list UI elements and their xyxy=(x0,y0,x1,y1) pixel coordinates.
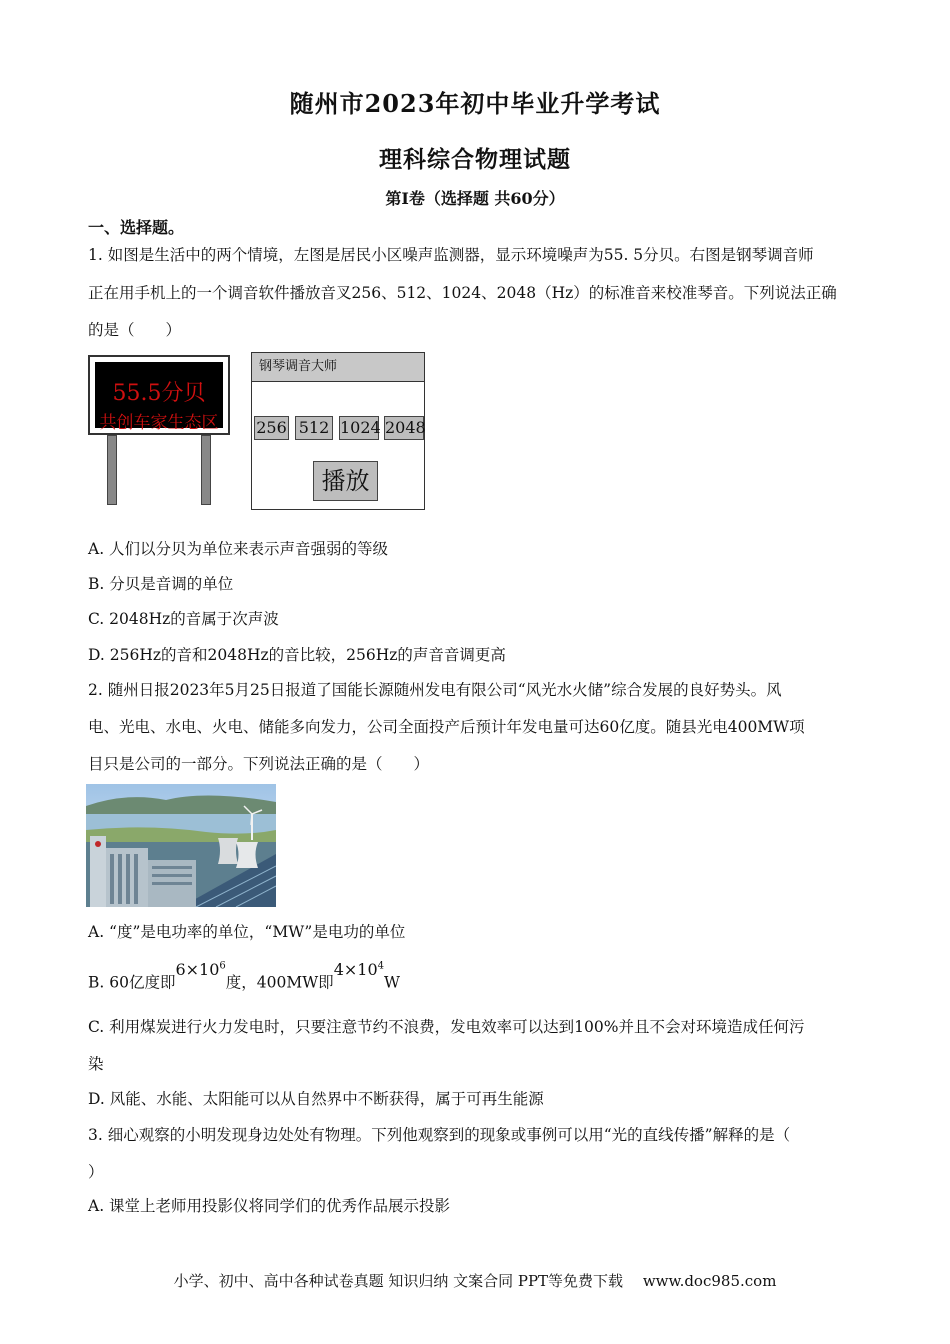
q3-stem-line2: ） xyxy=(88,1163,104,1181)
q2-stem-line2: 电、光电、水电、火电、储能多向发力，公司全面投产后预计年发电量可达60亿度。随县光电400MW项 xyxy=(88,718,805,736)
q2-option-b-middle: 度，400MW即 xyxy=(225,973,334,992)
tuner-play-button[interactable]: 播放 xyxy=(313,461,378,501)
q2-option-b-exponent1: 6 xyxy=(219,961,226,972)
q2-stem-line3: 目只是公司的一部分。下列说法正确的是（ ） xyxy=(88,755,430,773)
q2-option-b-expr1 xyxy=(175,960,225,979)
q2-option-b-prefix: B. 60亿度即 xyxy=(88,973,176,992)
tuner-key-1024[interactable]: 1024 xyxy=(339,416,379,440)
q2-option-b xyxy=(88,960,400,992)
volume-heading: 第Ⅰ卷（选择题 共60分） xyxy=(385,189,565,208)
q1-stem-line1: 1. 如图是生活中的两个情境，左图是居民小区噪声监测器，显示环境噪声为55. 5分贝。右图是钢琴调音师 xyxy=(88,246,814,264)
tuner-key-256[interactable]: 256 xyxy=(254,416,289,440)
q1-option-a: A. 人们以分贝为单位来表示声音强弱的等级 xyxy=(88,540,389,558)
q1-stem-line3: 的是（ ） xyxy=(88,321,182,339)
tuner-app-title: 钢琴调音大师 xyxy=(252,353,424,382)
q2-option-b-mantissa2: 4×10 xyxy=(333,960,378,980)
q3-stem-line1: 3. 细心观察的小明发现身边处处有物理。下列他观察到的现象或事例可以用“光的直线传播”解释的是（ xyxy=(88,1126,791,1144)
q2-option-b-expr2 xyxy=(334,960,384,979)
exam-subtitle: 理科综合物理试题 xyxy=(379,146,571,173)
q2-option-d: D. 风能、水能、太阳能可以从自然界中不断获得，属于可再生能源 xyxy=(88,1090,544,1108)
page-footer: 小学、初中、高中各种试卷真题 知识归纳 文案合同 PPT等免费下载 www.doc985.com xyxy=(173,1272,777,1290)
q2-stem-line1: 2. 随州日报2023年5月25日报道了国能长源随州发电有限公司“风光水火储”综合发展的良好势头。风 xyxy=(88,681,782,699)
section-heading: 一、选择题。 xyxy=(88,218,185,237)
q1-stem-line2: 正在用手机上的一个调音软件播放音叉256、512、1024、2048（Hz）的标准音来校准琴音。下列说法正确 xyxy=(88,284,837,302)
tuner-key-2048[interactable]: 2048 xyxy=(384,416,424,440)
q2-option-c-line1: C. 利用煤炭进行火力发电时，只要注意节约不浪费，发电效率可以达到100%并且不会对环境造成任何污 xyxy=(88,1018,805,1036)
exam-title: 随州市2023年初中毕业升学考试 xyxy=(289,89,661,118)
tuner-app-window xyxy=(251,352,425,510)
power-plant-photo xyxy=(86,784,276,907)
q2-option-c-line2: 染 xyxy=(88,1055,104,1073)
q3-option-a: A. 课堂上老师用投影仪将同学们的优秀作品展示投影 xyxy=(88,1197,451,1215)
noise-monitor-board xyxy=(88,355,230,435)
tuner-key-512[interactable]: 512 xyxy=(295,416,333,440)
monitor-slogan: 共创车家生态区 xyxy=(99,413,219,433)
q2-option-b-suffix: W xyxy=(384,973,400,992)
q2-option-a: A. “度”是电功率的单位，“MW”是电功的单位 xyxy=(88,923,406,941)
q1-option-d: D. 256Hz的音和2048Hz的音比较，256Hz的声音音调更高 xyxy=(88,646,506,664)
monitor-post-right xyxy=(201,435,211,505)
q1-option-b: B. 分贝是音调的单位 xyxy=(88,575,234,593)
power-plant-illustration xyxy=(86,784,276,907)
monitor-post-left xyxy=(107,435,117,505)
q2-option-b-exponent2: 4 xyxy=(377,961,385,972)
q2-option-b-mantissa1: 6×10 xyxy=(175,960,220,980)
q1-option-c: C. 2048Hz的音属于次声波 xyxy=(88,610,279,628)
noise-reading: 55.5分贝 xyxy=(112,381,206,406)
